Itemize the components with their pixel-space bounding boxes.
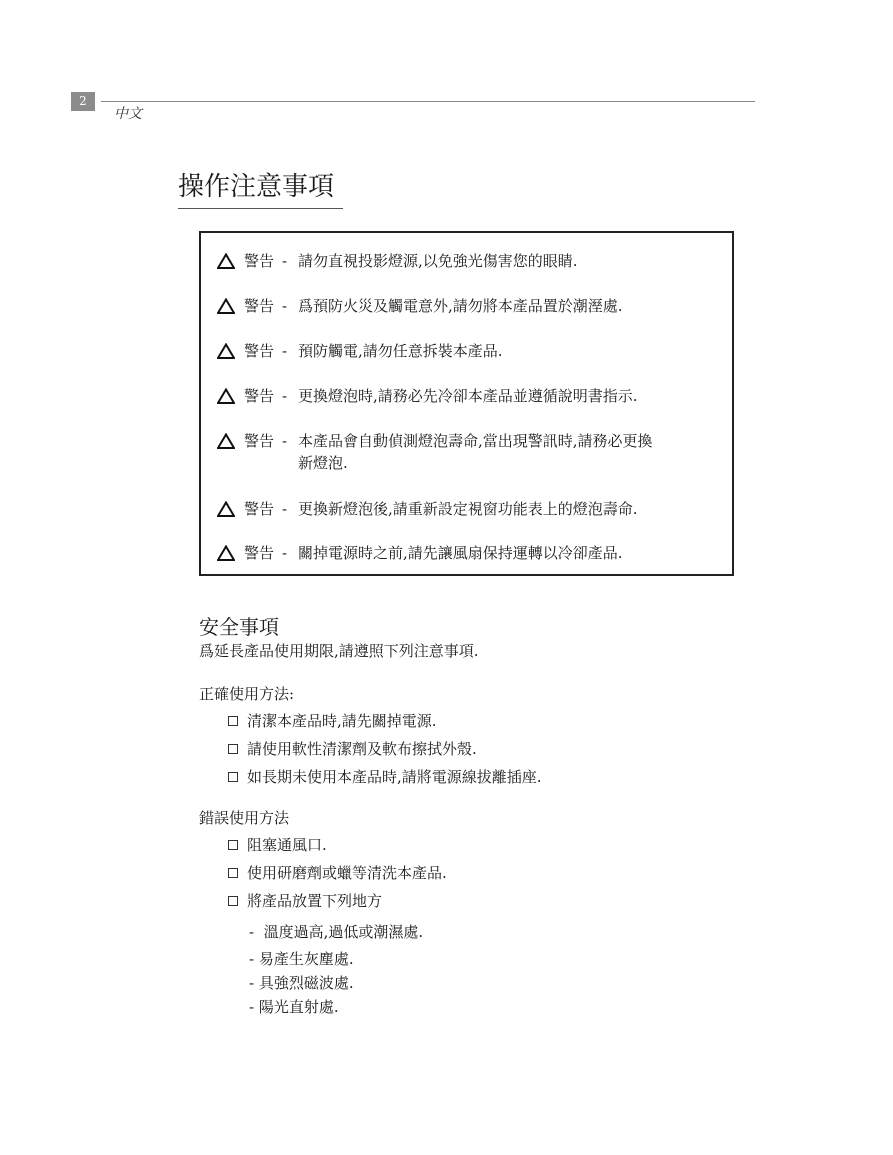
- language-label: 中文: [114, 106, 142, 122]
- warning-item: [217, 295, 716, 317]
- warning-text: 預防觸電,請勿任意拆裝本產品.: [298, 342, 503, 360]
- incorrect-usage-heading: 錯誤使用方法: [199, 809, 290, 827]
- page-title: 操作注意事項: [178, 166, 343, 209]
- checkbox-square-icon: [228, 840, 238, 850]
- warning-item: [217, 542, 716, 564]
- warning-item: [217, 430, 716, 474]
- warning-text: 更換燈泡時,請務必先冷卻本產品並遵循說明書指示.: [298, 387, 638, 405]
- warning-triangle-icon: [217, 430, 239, 474]
- list-item: 使用研磨劑或蠟等清洗本產品.: [228, 863, 447, 883]
- warning-dash: -: [282, 544, 288, 562]
- warning-box: [199, 231, 734, 576]
- warning-dash: -: [282, 500, 288, 518]
- checkbox-square-icon: [228, 868, 238, 878]
- sub-list-item: - 陽光直射處.: [249, 998, 339, 1016]
- warning-label: 警告: [244, 432, 275, 450]
- checkbox-square-icon: [228, 896, 238, 906]
- warning-dash: -: [282, 387, 288, 405]
- warning-triangle-icon: [217, 295, 239, 317]
- warning-text: 關掉電源時之前,請先讓風扇保持運轉以冷卻產品.: [298, 544, 623, 562]
- list-item: 如長期未使用本產品時,請將電源線拔離插座.: [228, 767, 542, 787]
- correct-usage-heading: 正確使用方法:: [199, 685, 295, 703]
- header-rule: [101, 101, 755, 102]
- warning-item: [217, 385, 716, 407]
- warning-label: 警告: [244, 387, 275, 405]
- warning-dash: -: [282, 342, 288, 360]
- page-number: 2: [71, 92, 95, 111]
- warning-label: 警告: [244, 544, 275, 562]
- warning-dash: -: [282, 252, 288, 270]
- safety-intro: 爲延長產品使用期限,請遵照下列注意事項.: [199, 642, 479, 660]
- sub-list-item: - 易產生灰塵處.: [249, 950, 354, 968]
- warning-label: 警告: [244, 297, 275, 315]
- warning-text: 更換新燈泡後,請重新設定視窗功能表上的燈泡壽命.: [298, 500, 638, 518]
- warning-triangle-icon: [217, 385, 239, 407]
- warning-label: 警告: [244, 500, 275, 518]
- checkbox-square-icon: [228, 716, 238, 726]
- warning-item: [217, 250, 716, 272]
- checkbox-square-icon: [228, 744, 238, 754]
- warning-label: 警告: [244, 342, 275, 360]
- warning-label: 警告: [244, 252, 275, 270]
- warning-item: [217, 498, 716, 520]
- warning-triangle-icon: [217, 340, 239, 362]
- list-item: 阻塞通風口.: [228, 835, 327, 855]
- warning-item: [217, 340, 716, 362]
- warning-text: 爲預防火災及觸電意外,請勿將本產品置於潮溼處.: [298, 297, 623, 315]
- warning-triangle-icon: [217, 542, 239, 564]
- list-item: 請使用軟性清潔劑及軟布擦拭外殼.: [228, 739, 477, 759]
- warning-text: 本產品會自動偵測燈泡壽命,當出現警訊時,請務必更換 新燈泡.: [298, 432, 653, 472]
- sub-list-item: - 溫度過高,過低或潮濕處.: [249, 923, 424, 941]
- warning-text: 請勿直視投影燈源,以免強光傷害您的眼睛.: [298, 252, 578, 270]
- warning-triangle-icon: [217, 498, 239, 520]
- sub-list-item: - 具強烈磁波處.: [249, 974, 354, 992]
- checkbox-square-icon: [228, 772, 238, 782]
- warning-dash: -: [282, 432, 288, 450]
- list-item: 清潔本產品時,請先關掉電源.: [228, 711, 437, 731]
- warning-triangle-icon: [217, 250, 239, 272]
- list-item: 將產品放置下列地方: [228, 891, 382, 911]
- warning-dash: -: [282, 297, 288, 315]
- safety-title: 安全事項: [199, 615, 279, 639]
